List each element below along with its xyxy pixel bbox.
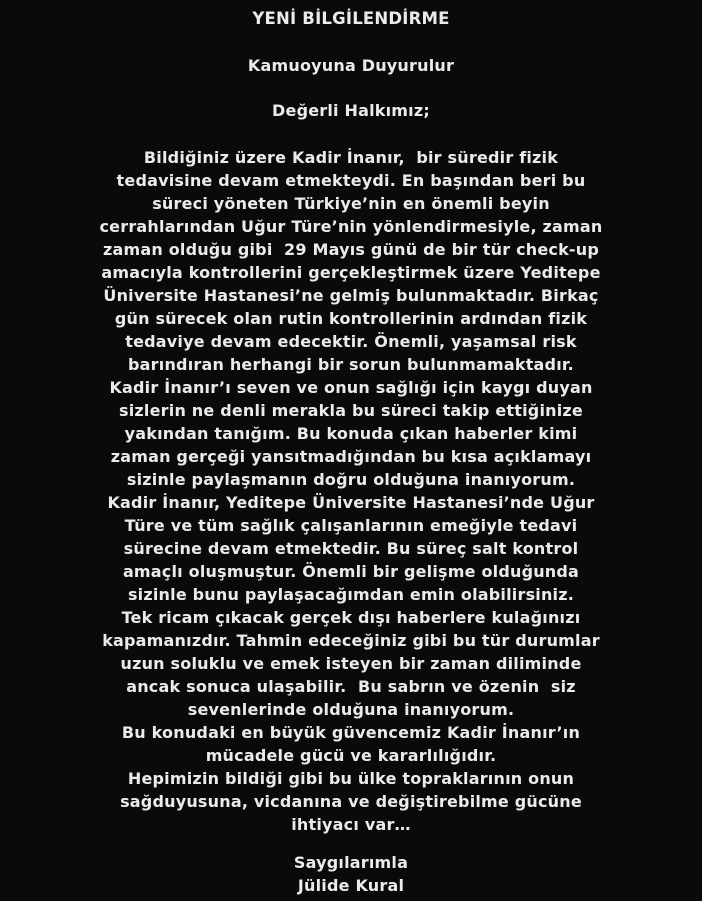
body-line: zaman olduğu gibi 29 Mayıs günü de bir tür check-up <box>102 240 600 259</box>
body-line: Üniversite Hastanesi’ne gelmiş bulunmaktadır. Birkaç <box>103 286 599 305</box>
body-line: sizlerin ne denli merakla bu süreci takip ettiğinize <box>119 401 583 420</box>
body-line: Hepimizin bildiği gibi bu ülke topraklarının onun <box>127 769 575 788</box>
body-line: zaman gerçeği yansıtmadığından bu kısa açıklamayı <box>110 447 592 466</box>
body-line: yakından tanığım. Bu konuda çıkan haberler kimi <box>124 424 578 443</box>
closing: Saygılarımla <box>293 853 409 872</box>
body-line: mücadele gücü ve kararlılığıdır. <box>205 746 497 765</box>
body-line: tedavisine devam etmekteydi. En başından beri bu <box>116 171 586 190</box>
body-line: Bildiğiniz üzere Kadir İnanır, bir süredir fizik <box>143 148 559 167</box>
body-line: sevenlerinde olduğuna inanıyorum. <box>187 700 515 719</box>
body-line: gün sürecek olan rutin kontrollerinin ardından fizik <box>114 309 588 328</box>
body-line: Kadir İnanır, Yeditepe Üniversite Hastanesi’nde Uğur <box>107 493 595 512</box>
body-line: ihtiyacı var… <box>291 815 411 834</box>
body-line: süreci yöneten Türkiye’nin en önemli beyin <box>152 194 550 213</box>
body-line: sizinle bunu paylaşacağımdan emin olabilirsiniz. <box>127 585 575 604</box>
body-line: sağduyusuna, vicdanına ve değiştirebilme gücüne <box>120 792 582 811</box>
body-line: cerrahlarından Uğur Türe’nin yönlendirmesiyle, zaman <box>99 217 603 236</box>
document-title: YENİ BİLGİLENDİRME <box>252 9 450 28</box>
body-line: Kadir İnanır’ı seven ve onun sağlığı için kaygı duyan <box>109 378 593 397</box>
signature: Jülide Kural <box>297 876 405 895</box>
body-line: Tek ricam çıkacak gerçek dışı haberlere kulağınızı <box>121 608 581 627</box>
greeting: Değerli Halkımız; <box>272 101 430 120</box>
body-line: amaçlı oluşmuştur. Önemli bir gelişme olduğunda <box>122 562 580 581</box>
document-subtitle: Kamuoyuna Duyurulur <box>247 56 455 75</box>
body-line: barındıran herhangi bir sorun bulunmamaktadır. <box>128 355 574 374</box>
body-line: kapamanızdır. Tahmin edeceğiniz gibi bu tür durumlar <box>102 631 600 650</box>
body-line: ancak sonuca ulaşabilir. Bu sabrın ve özenin siz <box>126 677 576 696</box>
body-line: Türe ve tüm sağlık çalışanlarının emeğiyle tedavi <box>124 516 578 535</box>
body-line: uzun soluklu ve emek isteyen bir zaman diliminde <box>120 654 582 673</box>
body-line: Bu konudaki en büyük güvencemiz Kadir İnanır’ın <box>121 723 581 742</box>
body-line: amacıyla kontrollerini gerçekleştirmek üzere Yeditepe <box>101 263 601 282</box>
body-line: sizinle paylaşmanın doğru olduğuna inanıyorum. <box>126 470 576 489</box>
body-line: tedaviye devam edecektir. Önemli, yaşamsal risk <box>125 332 577 351</box>
body-line: sürecine devam etmektedir. Bu süreç salt kontrol <box>123 539 579 558</box>
